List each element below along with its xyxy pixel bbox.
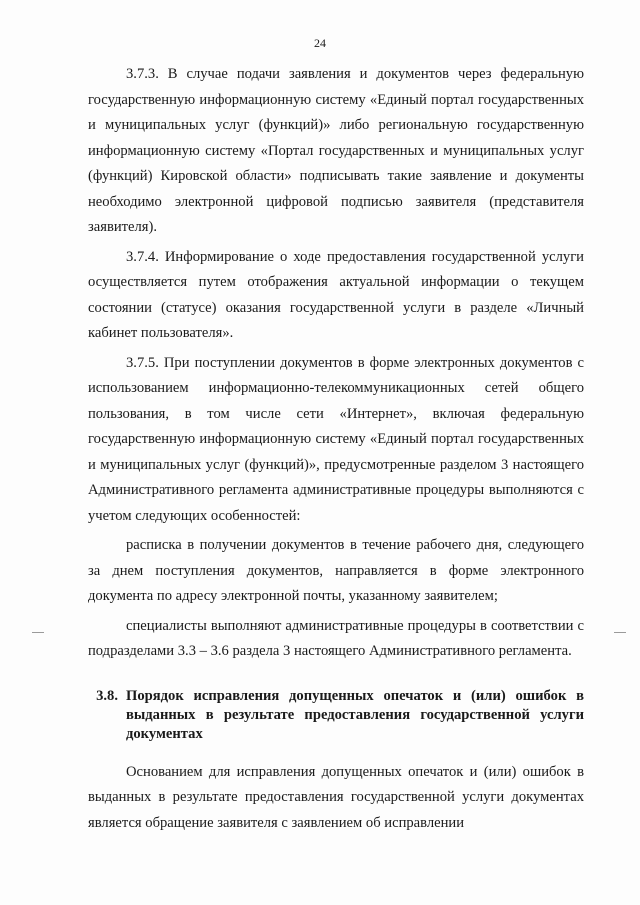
paragraph-specialists: специалисты выполняют административные процедуры в соответствии с подразделами 3.3 – 3.6 раздела 3 настоящего Административного регламента.	[88, 617, 584, 659]
scan-margin-mark-right	[614, 632, 626, 633]
paragraph-receipt: расписка в получении документов в течение рабочего дня, следующего за днем поступления документов, направляется в форме электронного документа по адресу электронной почты, указанному заявителем;	[88, 537, 584, 604]
section-heading-3-8	[88, 687, 584, 744]
section-number: 3.8.	[96, 687, 118, 704]
document-body	[88, 62, 584, 836]
paragraph-3-7-5: 3.7.5. При поступлении документов в форме электронных документов с использованием информационно-телекоммуникационных сетей общего пользования, в том числе сети «Интернет», включая федеральную государственную информационную систему «Единый портал государственных и муниципальных услуг (функций)», предусмотренные разделом 3 настоящего Административного регламента административные процедуры выполняются с учетом следующих особенностей:	[88, 354, 584, 524]
paragraph-3-7-3: 3.7.3. В случае подачи заявления и документов через федеральную государственную информационную систему «Единый портал государственных и муниципальных услуг (функций)» либо региональную государственную информационную систему «Портал государственных и муниципальных услуг (функций) Кировской области» подписывать такие заявление и документы необходимо электронной цифровой подписью заявителя (представителя заявителя).	[88, 66, 584, 235]
paragraph-closing: Основанием для исправления допущенных опечаток и (или) ошибок в выданных в результате предоставления государственной услуги документах является обращение заявителя с заявлением об исправлении	[88, 763, 584, 831]
paragraph-3-7-4: 3.7.4. Информирование о ходе предоставления государственной услуги осуществляется путем отображения актуальной информации о текущем состоянии (статусе) оказания государственной услуги в разделе «Личный кабинет пользователя».	[88, 248, 584, 341]
page-number: 24	[314, 36, 326, 50]
scan-margin-mark-left	[32, 632, 44, 633]
section-title: Порядок исправления допущенных опечаток и (или) ошибок в выданных в результате предоставления государственной услуги документах	[126, 687, 584, 742]
